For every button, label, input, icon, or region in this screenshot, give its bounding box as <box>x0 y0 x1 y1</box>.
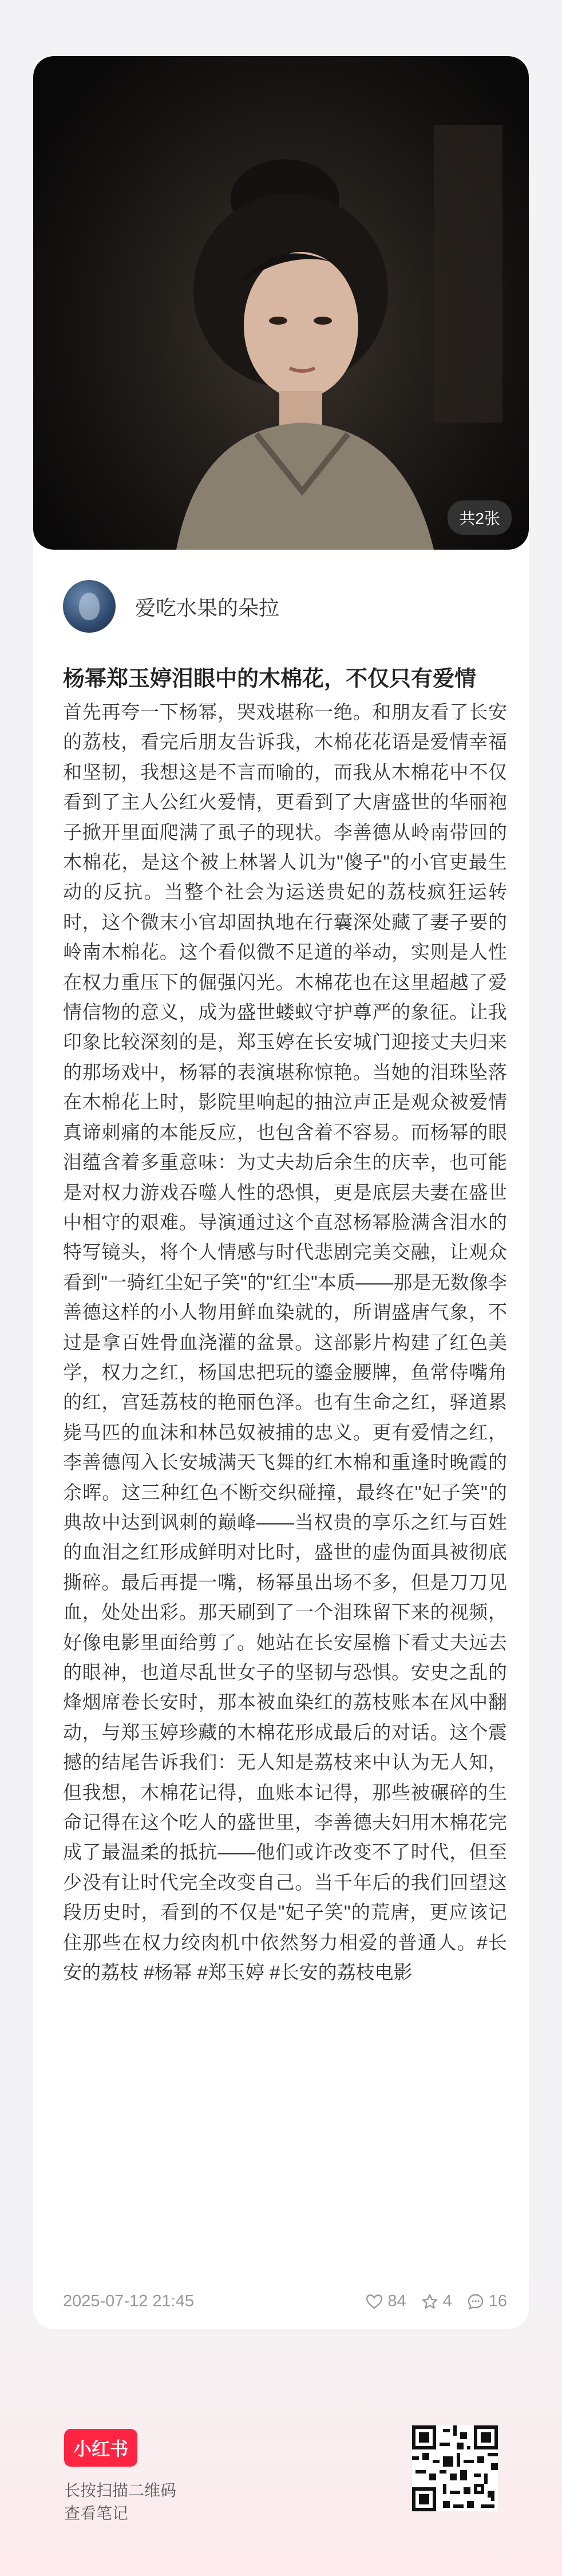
post-date: 2025-07-12 21:45 <box>63 2292 194 2310</box>
image-count-badge: 共2张 <box>448 500 512 535</box>
comment-icon <box>467 2293 484 2310</box>
heart-icon <box>366 2294 383 2310</box>
post-title: 杨幂郑玉婷泪眼中的木棉花，不仅只有爱情 <box>63 667 477 691</box>
scan-hint-line1: 长按扫描二维码 <box>64 2482 177 2499</box>
scan-hint <box>64 2479 176 2525</box>
qr-code[interactable] <box>412 2425 498 2511</box>
post-body: 首先再夸一下杨幂，哭戏堪称一绝。和朋友看了长安的荔枝，看完后朋友告诉我，木棉花花语是爱情幸福和坚韧，我想这是不言而喻的，而我从木棉花中不仅看到了主人公红火爱情，更看到了大唐盛世的华丽袍子掀开里面爬满了虱子的现状。李善德从岭南带回的木棉花，是这个被上林署人讥为"傻子"的小官吏最生动的反抗。当整个社会为运送贵妃的荔枝疯狂运转时，这个微末小官却固执地在行囊深处藏了妻子要的岭南木棉花。这个看似微不足道的举动，实则是人性在权力重压下的倔强闪光。木棉花也在这里超越了爱情信物的意义，成为盛世蝼蚁守护尊严的象征。让我印象比较深刻的是，郑玉婷在长安城门迎接丈夫归来的那场戏中，杨幂的表演堪称惊艳。当她的泪珠坠落在木棉花上时，影院里响起的抽泣声正是观众被爱情真谛刺痛的本能反应，也包含着不容易。而杨幂的眼泪蕴含着多重意味：为丈夫劫后余生的庆幸，也可能是对权力游戏吞噬人性的恐惧，更是底层夫妻在盛世中相守的艰难。导演通过这个直怼杨幂脸满含泪水的特写镜头，将个人情感与时代悲剧完美交融，让观众看到"一骑红尘妃子笑"的"红尘"本质——那是无数像李善德这样的小人物用鲜血染就的，所谓盛唐气象，不过是拿百姓骨血浇灌的盆景。这部影片构建了红色美学，权力之红，杨国忠把玩的鎏金腰牌，鱼常侍嘴角的红，宫廷荔枝的艳丽色泽。也有生命之红，驿道累毙马匹的血沫和林邑奴被捕的忠义。更有爱情之红，李善德闯入长安城满天飞舞的红木棉和重逢时晚霞的余晖。这三种红色不断交织碰撞，最终在"妃子笑"的典故中达到讽刺的巅峰——当权贵的享乐之红与百姓的血泪之红形成鲜明对比时，盛世的虚伪面具被彻底撕碎。最后再提一嘴，杨幂虽出场不多，但是刀刀见血，处处出彩。那天刷到了一个泪珠留下来的视频，好像电影里面给剪了。她站在长安屋檐下看丈夫远去的眼神，也道尽乱世女子的坚韧与恐惧。安史之乱的烽烟席卷长安时，那本被血染红的荔枝账本在风中翻动，与郑玉婷珍藏的木棉花形成最后的对话。这个震撼的结尾告诉我们：无人知是荔枝来中认为无人知，但我想，木棉花记得，血账本记得，那些被碾碎的生命记得在这个吃人的盛世里，李善德夫妇用木棉花完成了最温柔的抵抗——他们或许改变不了时代，但至少没有让时代完全改变自己。当千年后的我们回望这段历史时，看到的不仅是"妃子笑"的荒唐，更应该记住那些在权力绞肉机中依然努力相爱的普通人。#长安的荔枝 #杨幂 #郑玉婷 #长安的荔枝电影 <box>63 701 507 1983</box>
author-row[interactable] <box>63 580 279 633</box>
collect-count: 4 <box>442 2292 452 2310</box>
collect-stat[interactable] <box>421 2292 452 2311</box>
like-count: 84 <box>387 2292 406 2310</box>
like-stat[interactable] <box>366 2292 406 2311</box>
post-image[interactable] <box>33 56 529 550</box>
note-card <box>33 56 529 2329</box>
share-footer <box>0 2405 562 2576</box>
avatar[interactable] <box>63 580 116 633</box>
xiaohongshu-logo: 小红书 <box>64 2429 137 2467</box>
star-icon <box>421 2293 438 2310</box>
comment-stat[interactable] <box>467 2292 507 2311</box>
author-name[interactable]: 爱吃水果的朵拉 <box>135 595 280 620</box>
post-meta <box>63 2292 507 2311</box>
scan-hint-line2: 查看笔记 <box>64 2504 129 2522</box>
comment-count: 16 <box>488 2292 507 2310</box>
portrait-illustration <box>33 56 529 550</box>
